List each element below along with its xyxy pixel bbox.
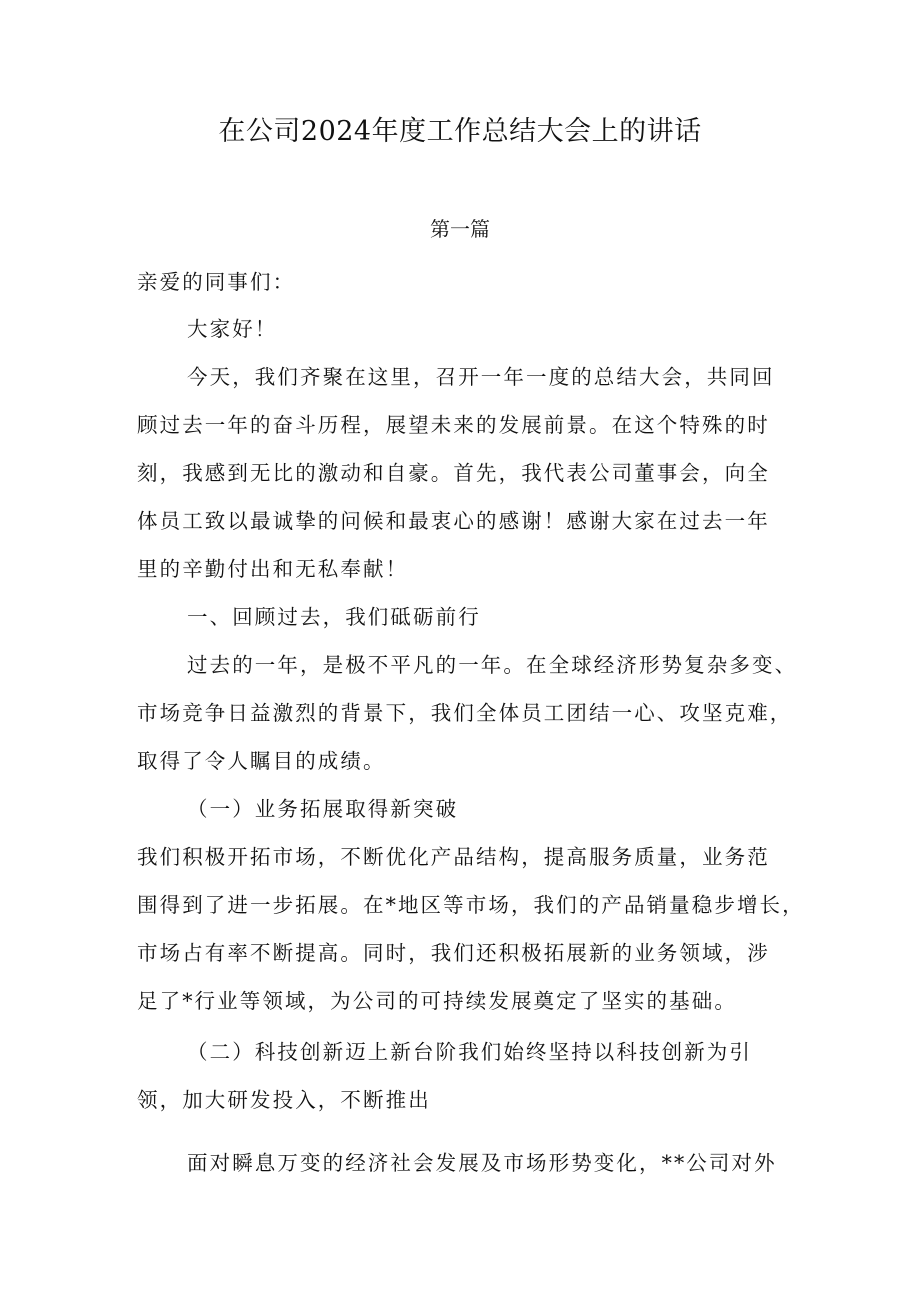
paragraph-line: 围得到了进一步拓展。在*地区等市场，我们的产品销量稳步增长， bbox=[137, 893, 805, 917]
paragraph-line: 我们积极开拓市场，不断优化产品结构，提高服务质量，业务范 bbox=[137, 845, 770, 869]
paragraph-line: 今天，我们齐聚在这里，召开一年一度的总结大会，共同回 bbox=[187, 365, 775, 389]
paragraph-line: 过去的一年，是极不平凡的一年。在全球经济形势复杂多变、 bbox=[187, 653, 798, 677]
paragraph-line: 市场占有率不断提高。同时，我们还积极拓展新的业务领域，涉 bbox=[137, 941, 770, 965]
paragraph-line: 里的辛勤付出和无私奉献！ bbox=[137, 557, 409, 581]
paragraph-line: 足了*行业等领域，为公司的可持续发展奠定了坚实的基础。 bbox=[137, 989, 737, 1013]
subsection-heading: （一）业务拓展取得新突破 bbox=[187, 797, 459, 821]
paragraph-line: 领，加大研发投入，不断推出 bbox=[137, 1088, 431, 1112]
section-heading: 一、回顾过去，我们砥砺前行 bbox=[187, 605, 481, 629]
document-title: 在公司2024年度工作总结大会上的讲话 bbox=[218, 116, 702, 147]
salutation: 亲爱的同事们： bbox=[137, 270, 296, 294]
document-subtitle: 第一篇 bbox=[430, 217, 490, 241]
subsection-heading: （二）科技创新迈上新台阶我们始终坚持以科技创新为引 bbox=[187, 1040, 752, 1064]
greeting: 大家好！ bbox=[187, 317, 278, 341]
paragraph-line: 面对瞬息万变的经济社会发展及市场形势变化，**公司对外 bbox=[187, 1151, 777, 1175]
paragraph-line: 刻，我感到无比的激动和自豪。首先，我代表公司董事会，向全 bbox=[137, 461, 770, 485]
paragraph-line: 顾过去一年的奋斗历程，展望未来的发展前景。在这个特殊的时 bbox=[137, 413, 770, 437]
paragraph-line: 市场竞争日益激烈的背景下，我们全体员工团结一心、攻坚克难， bbox=[137, 701, 793, 725]
paragraph-line: 取得了令人瞩目的成绩。 bbox=[137, 749, 386, 773]
paragraph-line: 体员工致以最诚挚的问候和最衷心的感谢！感谢大家在过去一年 bbox=[137, 509, 770, 533]
